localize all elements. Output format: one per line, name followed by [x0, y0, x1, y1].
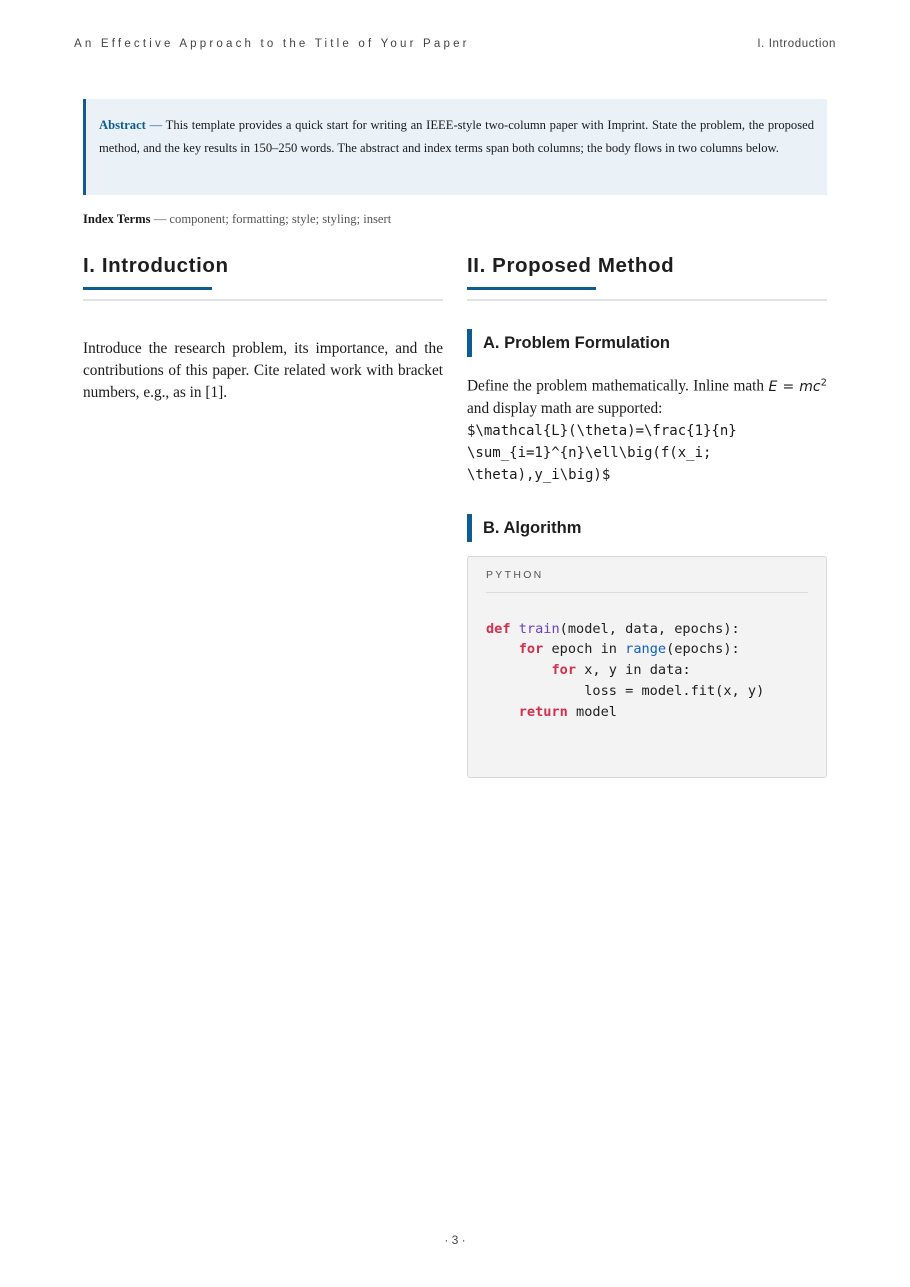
code-indent — [486, 704, 519, 720]
code-indent — [486, 662, 551, 678]
code-block — [467, 556, 827, 778]
code-text: (epochs): — [666, 641, 740, 658]
subsection-title-algorithm: B. Algorithm — [467, 514, 827, 542]
code-text: epoch in — [543, 641, 626, 658]
section-rule — [83, 287, 443, 301]
code-text: model — [567, 703, 617, 720]
inline-math-base: E = mc — [768, 378, 821, 395]
subsection-title-problem-formulation: A. Problem Formulation — [467, 329, 827, 357]
code-text: x, y in data: — [576, 662, 691, 679]
page-number: · 3 · — [444, 1233, 466, 1247]
index-terms-text: — component; formatting; style; styling; insert — [153, 212, 392, 226]
section-rule — [467, 287, 827, 301]
display-math-line: \sum_{i=1}^{n}\ell\big(f(x_i; — [467, 444, 712, 461]
problem-text-after-math: and display math are supported: — [467, 399, 663, 417]
code-line — [486, 660, 808, 681]
section-rule-accent — [83, 287, 212, 290]
display-math-line: $\mathcal{L}(\theta)=\frac{1}{n} — [467, 422, 737, 439]
code-builtin: range — [625, 641, 667, 658]
code-language-label: PYTHON — [486, 569, 808, 593]
section-rule-base — [83, 299, 443, 301]
code-keyword: def — [486, 620, 511, 637]
abstract-dash: — — [149, 118, 163, 132]
section-title-introduction: I. Introduction — [83, 254, 229, 277]
abstract-label: Abstract — [99, 118, 146, 132]
inline-math-exponent: 2 — [820, 377, 827, 388]
code-function-name: train — [518, 620, 560, 637]
running-header — [74, 38, 836, 54]
section-title-proposed-method: II. Proposed Method — [467, 254, 675, 277]
code-text: loss = model.fit(x, y) — [486, 683, 765, 700]
running-header-title: An Effective Approach to the Title of Your Paper — [74, 38, 470, 50]
code-line — [486, 639, 808, 660]
section-rule-base — [467, 299, 827, 301]
code-text: (model, data, epochs): — [559, 620, 740, 637]
problem-formulation-body — [467, 372, 827, 486]
abstract-text: This template provides a quick start for writing an IEEE-style two-column paper with Imprint. State the problem, the proposed method, and the key results in 150–250 words. The abstract and index terms span both columns; the body flows in two columns below. — [99, 118, 815, 155]
code-line — [486, 702, 808, 723]
code-keyword: for — [518, 641, 544, 658]
inline-math — [769, 379, 827, 395]
running-header-section: I. Introduction — [757, 38, 836, 50]
code-keyword: return — [518, 703, 568, 720]
problem-text-before-math: Define the problem mathematically. Inline math — [467, 377, 769, 395]
abstract-box — [83, 99, 827, 195]
section-rule-accent — [467, 287, 596, 290]
code-indent — [486, 641, 519, 657]
code-line — [486, 619, 808, 640]
code-line — [486, 681, 808, 702]
code-keyword: for — [551, 662, 577, 679]
index-terms — [83, 212, 391, 227]
code-lines — [486, 619, 808, 723]
introduction-body: Introduce the research problem, its importance, and the contributions of this paper. Cite related work with bracket numbers, e.g., as in [1]. — [83, 340, 443, 401]
right-column — [467, 252, 827, 778]
display-math-line: \theta),y_i\big)$ — [467, 466, 611, 483]
index-terms-label: Index Terms — [83, 212, 151, 226]
left-column — [83, 252, 443, 404]
